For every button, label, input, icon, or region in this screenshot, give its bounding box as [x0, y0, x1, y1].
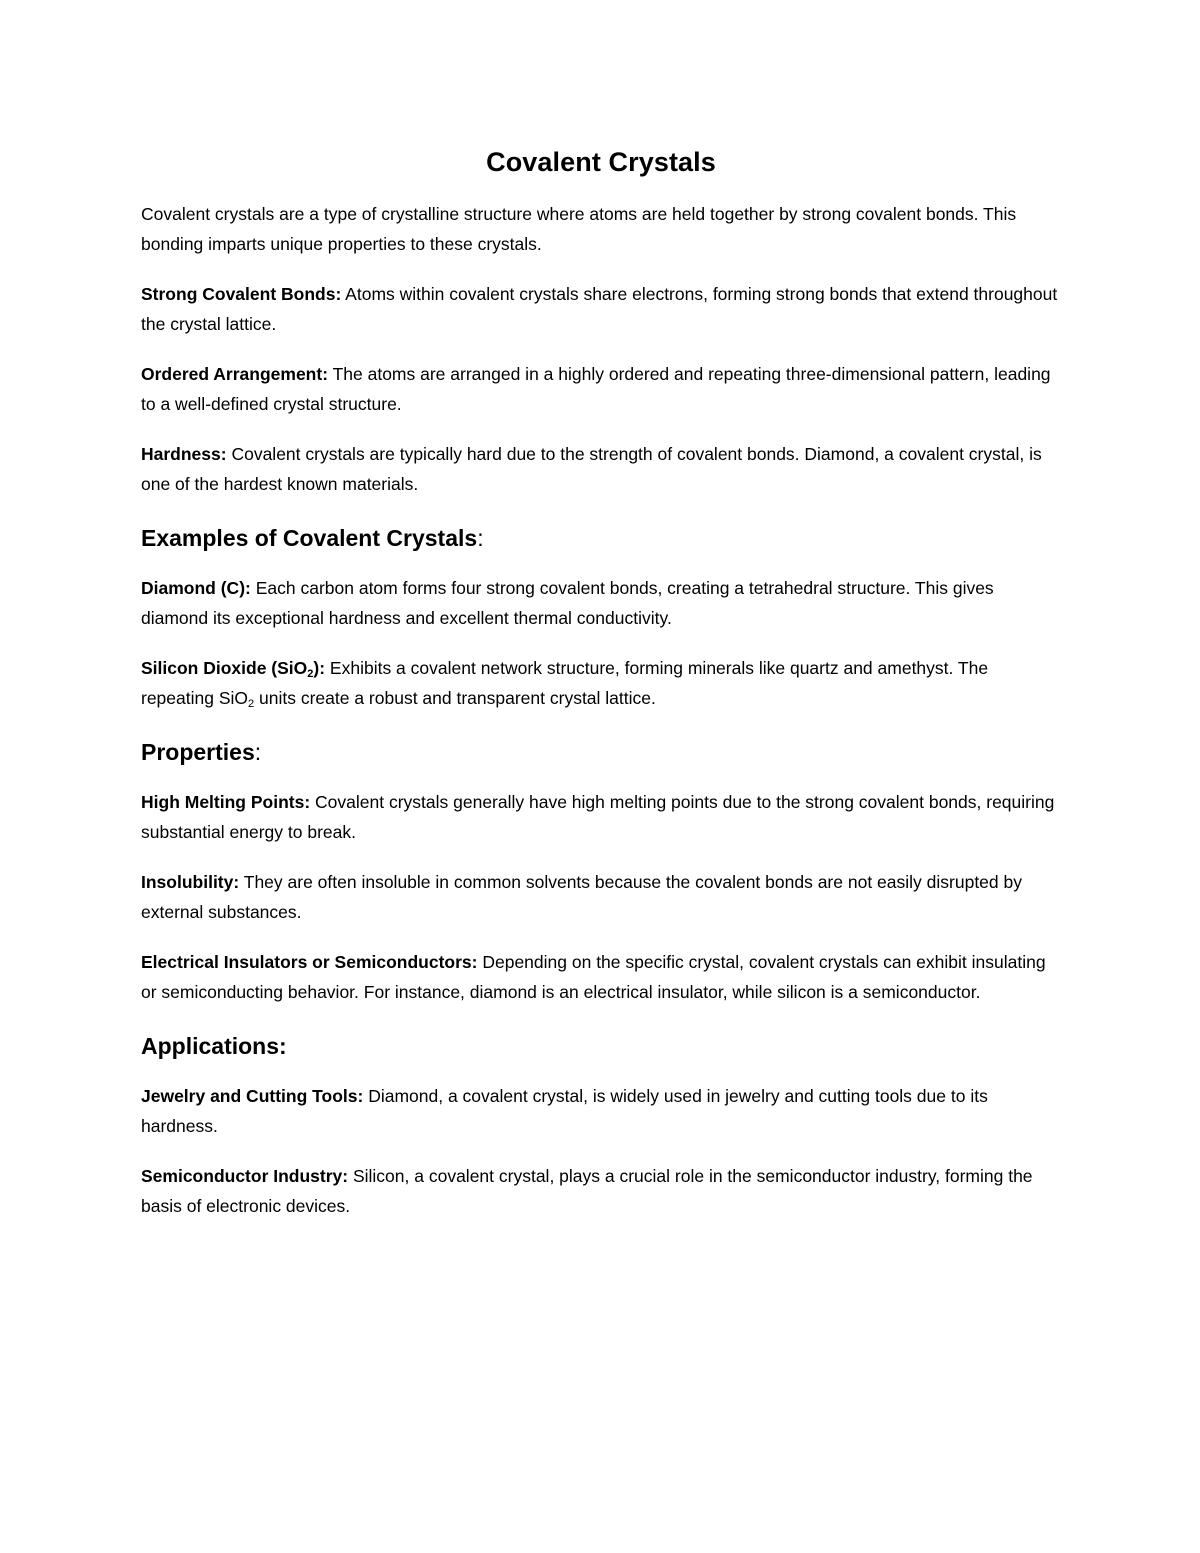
application-jewelry [141, 1081, 1061, 1141]
feature-term: Ordered Arrangement: [141, 364, 329, 384]
example-term: Diamond (C): [141, 578, 251, 598]
property-electrical [141, 947, 1061, 1007]
applications-heading [141, 1029, 1061, 1063]
property-text: Depending on the specific crystal, covalent crystals can exhibit insulating or semiconducting behavior. For instance, diamond is an electrical insulator, while silicon is a semiconductor. [141, 952, 1046, 1002]
example-diamond [141, 573, 1061, 633]
property-high-melting-points [141, 787, 1061, 847]
example-text: Each carbon atom forms four strong covalent bonds, creating a tetrahedral structure. This gives diamond its exceptional hardness and excellent thermal conductivity. [141, 578, 994, 628]
subscript: 2 [248, 698, 255, 710]
property-term: Insolubility: [141, 872, 240, 892]
example-term [141, 658, 325, 678]
applications-heading-text: Applications [141, 1033, 280, 1059]
document-title: Covalent Crystals [486, 147, 716, 177]
application-text: Silicon, a covalent crystal, plays a crucial role in the semiconductor industry, forming the basis of electronic devices. [141, 1166, 1033, 1216]
applications-heading-colon: : [279, 1033, 287, 1059]
example-silicon-dioxide [141, 653, 1061, 713]
example-term-suffix: ): [313, 658, 326, 678]
document-page [141, 140, 1061, 1221]
application-term: Semiconductor Industry: [141, 1166, 349, 1186]
application-text: Diamond, a covalent crystal, is widely used in jewelry and cutting tools due to its hardness. [141, 1086, 988, 1136]
feature-term: Strong Covalent Bonds: [141, 284, 342, 304]
intro-paragraph: Covalent crystals are a type of crystalline structure where atoms are held together by strong covalent bonds. This bonding imparts unique properties to these crystals. [141, 204, 1017, 254]
feature-ordered-arrangement [141, 359, 1061, 419]
feature-strong-covalent-bonds [141, 279, 1061, 339]
property-term: Electrical Insulators or Semiconductors: [141, 952, 478, 972]
examples-heading-colon: : [477, 525, 484, 551]
application-semiconductor [141, 1161, 1061, 1221]
properties-heading-colon: : [254, 739, 262, 765]
example-term-prefix: Silicon Dioxide (SiO [141, 658, 308, 678]
example-text-part-a: Exhibits a covalent network structure, forming minerals like quartz and amethyst. The repeating SiO [141, 658, 989, 708]
feature-text: Atoms within covalent crystals share electrons, forming strong bonds that extend throughout the crystal lattice. [141, 284, 1058, 334]
feature-text: The atoms are arranged in a highly ordered and repeating three-dimensional pattern, leading to a well-defined crystal structure. [141, 364, 1051, 414]
feature-hardness [141, 439, 1061, 499]
application-term: Jewelry and Cutting Tools: [141, 1086, 364, 1106]
property-text: Covalent crystals generally have high melting points due to the strong covalent bonds, requiring substantial energy to break. [141, 792, 1055, 842]
properties-heading-text: Properties [141, 739, 255, 765]
property-term: High Melting Points: [141, 792, 311, 812]
properties-heading [141, 735, 1061, 769]
property-text: They are often insoluble in common solvents because the covalent bonds are not easily disrupted by external substances. [141, 872, 1022, 922]
subscript: 2 [307, 668, 314, 680]
feature-text: Covalent crystals are typically hard due to the strength of covalent bonds. Diamond, a covalent crystal, is one of the hardest known materials. [141, 444, 1042, 494]
examples-heading-text: Examples of Covalent Crystals [141, 525, 478, 551]
property-insolubility [141, 867, 1061, 927]
example-text-part-b: units create a robust and transparent crystal lattice. [254, 688, 656, 708]
examples-heading [141, 521, 1061, 555]
feature-term: Hardness: [141, 444, 227, 464]
